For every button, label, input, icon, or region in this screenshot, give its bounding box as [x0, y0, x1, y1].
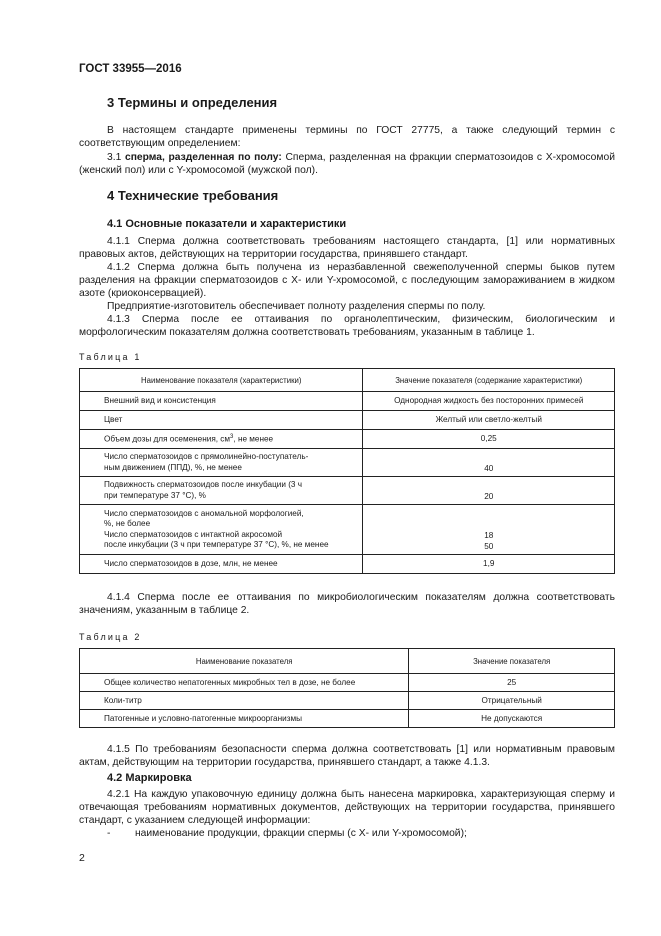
- section-3-intro: [79, 124, 615, 150]
- table-cell-value: Не допускаются: [409, 710, 615, 728]
- para-4-1-5: [79, 743, 615, 769]
- cell-line: %, не более: [104, 519, 151, 528]
- table-2-header-row: [80, 649, 615, 674]
- para-4-1-2-b: [79, 300, 615, 313]
- page-number: 2: [79, 852, 85, 864]
- cell-superscript: 3: [230, 434, 234, 441]
- table-2-col-name-header: Наименование показателя: [80, 649, 409, 674]
- bullet-dash: -: [107, 828, 111, 839]
- table-row: [80, 449, 615, 477]
- table-cell-value: 40: [363, 449, 615, 477]
- table-row: [80, 430, 615, 449]
- table-1-caption: Таблица 1: [79, 352, 142, 362]
- table-row: [80, 692, 615, 710]
- term-number: 3.1: [107, 152, 122, 163]
- cell-line: Число сперматозоидов с аномальной морфологией,: [104, 508, 304, 518]
- table-2: [79, 648, 615, 728]
- bullet-item: [79, 827, 615, 840]
- table-cell-value: [363, 505, 615, 555]
- cell-line: Число сперматозоидов с интактной акросомой: [104, 529, 283, 539]
- cell-line: ным движением (ППД), %, не менее: [104, 462, 242, 472]
- table-cell-value: 0,25: [363, 430, 615, 449]
- term-def-text: Сперма, разделенная на фракции сперматозоидов с X-хромосомой (женский пол) или с Y-хромосомой (мужской пол).: [79, 152, 615, 177]
- cell-line: 18: [484, 531, 494, 540]
- para-4-2-1: [79, 788, 615, 828]
- subsection-4-1-heading: 4.1 Основные показатели и характеристики: [107, 218, 347, 230]
- table-2-col-value-header: Значение показателя: [409, 649, 615, 674]
- table-cell-value: Желтый или светло-желтый: [363, 411, 615, 430]
- table-2-caption: Таблица 2: [79, 632, 142, 642]
- table-row: [80, 477, 615, 505]
- cell-line: Подвижность сперматозоидов после инкубации (3 ч: [104, 480, 303, 489]
- table-row: [80, 392, 615, 411]
- term-definition: [79, 151, 615, 177]
- para-4-1-1: [79, 235, 615, 261]
- table-cell-name: Цвет: [80, 411, 363, 430]
- section-4-heading: 4 Технические требования: [107, 188, 279, 203]
- table-cell-name: [80, 505, 363, 555]
- table-cell-name: Коли-титр: [80, 692, 409, 710]
- table-row: [80, 505, 615, 555]
- table-1-col-value-header: Значение показателя (содержание характеристики): [363, 369, 615, 392]
- para-4-1-2-b-text: Предприятие-изготовитель обеспечивает полноту разделения спермы по полу.: [107, 301, 486, 312]
- table-cell-name: [80, 449, 363, 477]
- table-cell-name: Патогенные и условно-патогенные микроорганизмы: [80, 710, 409, 728]
- table-row: [80, 710, 615, 728]
- table-cell-value: 20: [363, 477, 615, 505]
- table-1-header-row: [80, 369, 615, 392]
- para-4-1-3-text: 4.1.3 Сперма после ее оттаивания по органолептическим, физическим, биологическим и морфологическим показателям должна соответствовать требованиям, указанным в таблице 1.: [79, 314, 615, 339]
- cell-line: после инкубации (3 ч при температуре 37 °С), %, не менее: [104, 540, 329, 549]
- cell-line: Число сперматозоидов с прямолинейно-поступатель-: [104, 452, 309, 461]
- table-cell-name: [80, 430, 363, 449]
- section-3-intro-text: В настоящем стандарте применены термины по ГОСТ 27775, а также следующий термин с соответствующим определением:: [79, 125, 615, 150]
- table-cell-value: Однородная жидкость без посторонних примесей: [363, 392, 615, 411]
- cell-line: 50: [484, 541, 494, 551]
- table-cell-name: Внешний вид и консистенция: [80, 392, 363, 411]
- para-4-1-2-text: 4.1.2 Сперма должна быть получена из неразбавленной свежеполученной спермы быков путем разделения на фракции сперматозоидов с X- или Y-хромосомой, с последующим замораживанием в жидком азоте (криоконсервацией).: [79, 262, 615, 300]
- table-cell-name: Число сперматозоидов в дозе, млн, не менее: [80, 555, 363, 574]
- table-cell-value: Отрицательный: [409, 692, 615, 710]
- table-1: [79, 368, 615, 574]
- table-cell-name: Общее количество непатогенных микробных тел в дозе, не более: [80, 674, 409, 692]
- section-3-heading: 3 Термины и определения: [107, 95, 278, 110]
- cell-text-suffix: , не менее: [233, 435, 274, 445]
- cell-text: Объем дозы для осеменения, см: [104, 435, 231, 445]
- para-4-1-1-text: 4.1.1 Сперма должна соответствовать требованиям настоящего стандарта, [1] или нормативных правовых актов, действующих на территории государства, принявшего стандарт.: [79, 236, 615, 261]
- bullet-item-text: наименование продукции, фракции спермы (с X- или Y-хромосомой);: [135, 828, 467, 839]
- term-name: сперма, разделенная по полу:: [124, 152, 282, 163]
- subsection-4-2-heading: 4.2 Маркировка: [107, 772, 192, 784]
- para-4-1-5-text: 4.1.5 По требованиям безопасности сперма должна соответствовать [1] или нормативным правовым актам, действующим на территории государства, принявшего стандарт, а также 4.1.3.: [79, 744, 615, 769]
- table-cell-name: [80, 477, 363, 505]
- para-4-1-3: [79, 313, 615, 339]
- para-4-1-4-text: 4.1.4 Сперма после ее оттаивания по микробиологическим показателям должна соответствовать значениям, указанным в таблице 2.: [79, 592, 615, 617]
- para-4-1-4: [79, 591, 615, 617]
- para-4-2-1-text: 4.2.1 На каждую упаковочную единицу должна быть нанесена маркировка, характеризующая сперму и отвечающая требованиям нормативных документов, действующих на территории государства, принявшего стандарт, с указанием следующей информации:: [79, 789, 615, 827]
- cell-line: при температуре 37 °С), %: [104, 490, 206, 500]
- table-1-col-name-header: Наименование показателя (характеристики): [80, 369, 363, 392]
- table-cell-value: 1,9: [363, 555, 615, 574]
- table-cell-value: 25: [409, 674, 615, 692]
- table-row: [80, 555, 615, 574]
- table-row: [80, 674, 615, 692]
- standard-header: ГОСТ 33955—2016: [79, 63, 182, 75]
- para-4-1-2: [79, 261, 615, 301]
- table-row: [80, 411, 615, 430]
